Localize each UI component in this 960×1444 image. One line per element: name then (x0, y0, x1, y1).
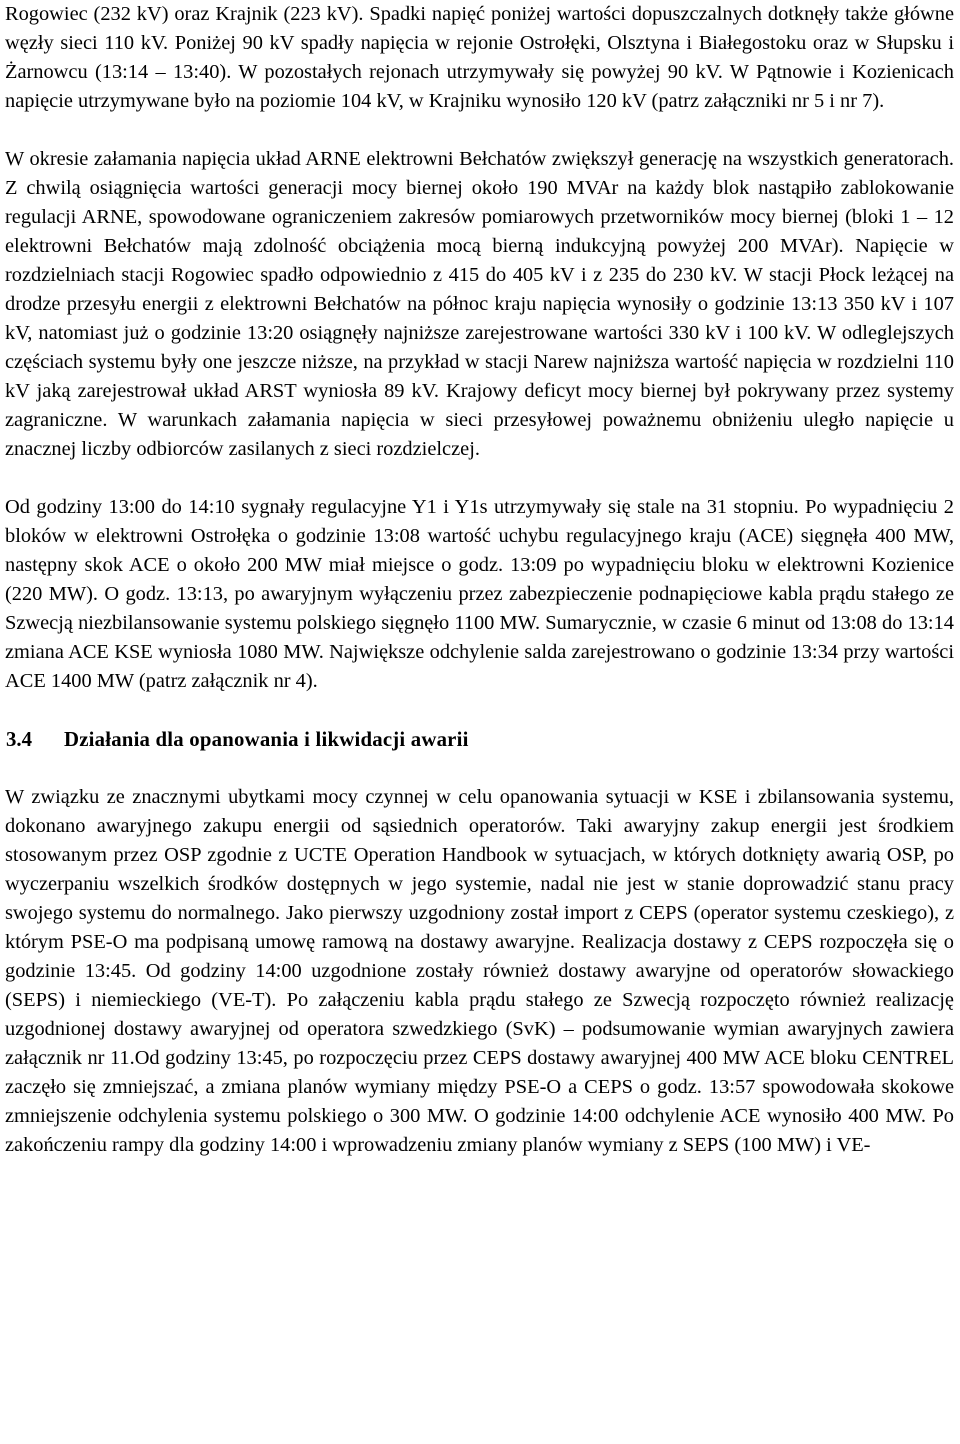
paragraph-gap (5, 696, 954, 725)
section-number: 3.4 (6, 728, 32, 751)
paragraph-arne-regulation: W okresie załamania napięcia układ ARNE elektrowni Bełchatów zwiększył generację na wszystkich generatorach. Z chwilą osiągnięcia wartości generacji mocy biernej około 190 MVAr na każdy blok nastąpiło zablokowanie regulacji ARNE, spowodowane ograniczeniem zakresów pomiarowych przetworników mocy biernej (bloki 1 – 12 elektrowni Bełchatów mają zdolność obciążenia mocą bierną indukcyjną powyżej 200 MVAr). Napięcie w rozdzielniach stacji Rogowiec spadło odpowiednio z 415 do 405 kV i z 235 do 230 kV. W stacji Płock leżącej na drodze przesyłu energii z elektrowni Bełchatów na północ kraju napięcia wynosiły o godzinie 13:13 350 kV i 107 kV, natomiast już o godzinie 13:20 osiągnęły najniższe zarejestrowane wartości 330 kV i 100 kV. W odleglejszych częściach systemu były one jeszcze niższe, na przykład w stacji Narew najniższa wartość napięcia w rozdzielni 110 kV jaką zarejestrował układ ARST wyniosła 89 kV. Krajowy deficyt mocy biernej był pokrywany przez systemy zagraniczne. W warunkach załamania napięcia w sieci przesyłowej poważnemu obniżeniu uległo napięcie u znacznej liczby odbiorców zasilanych z sieci rozdzielczej. (5, 148, 954, 460)
paragraph-voltage-drops: Rogowiec (232 kV) oraz Krajnik (223 kV). Spadki napięć poniżej wartości dopuszczalnych dotknęły także główne węzły sieci 110 kV. Poniżej 90 kV spadły napięcia w rejonie Ostrołęki, Olsztyna i Białegostoku oraz w Słupsku i Żarnowcu (13:14 – 13:40). W pozostałych rejonach utrzymywały się powyżej 90 kV. W Pątnowie i Kozienicach napięcie utrzymywane było na poziomie 104 kV, w Krajniku wynosiło 120 kV (patrz załączniki nr 5 i nr 7). (5, 3, 954, 112)
paragraph-gap (5, 464, 954, 493)
paragraph-regulation-signals: Od godziny 13:00 do 14:10 sygnały regulacyjne Y1 i Y1s utrzymywały się stale na 31 stopniu. Po wypadnięciu 2 bloków w elektrowni Ostrołęka o godzinie 13:08 wartość uchybu regulacyjnego kraju (ACE) sięgnęła 400 MW, następny skok ACE o około 200 MW miał miejsce o godz. 13:09 po wypadnięciu bloku w elektrowni Kozienice (220 MW). O godz. 13:13, po awaryjnym wyłączeniu przez zabezpieczenie podnapięciowe kabla prądu stałego ze Szwecją niezbilansowanie systemu polskiego sięgnęło 1100 MW. Sumarycznie, w czasie 6 minut od 13:08 do 13:14 zmiana ACE KSE wyniosła 1080 MW. Największe odchylenie salda zarejestrowano o godzinie 13:34 przy wartości ACE 1400 MW (patrz załącznik nr 4). (5, 496, 954, 692)
section-title: Działania dla opanowania i likwidacji awarii (64, 728, 469, 751)
paragraph-emergency-purchase: W związku ze znacznymi ubytkami mocy czynnej w celu opanowania sytuacji w KSE i zbilansowania systemu, dokonano awaryjnego zakupu energii od sąsiednich operatorów. Taki awaryjny zakup energii jest środkiem stosowanym przez OSP zgodnie z UCTE Operation Handbook w sytuacjach, w których dotknięty awarią OSP, po wyczerpaniu wszelkich środków dostępnych w jego systemie, nadal nie jest w stanie doprowadzić stanu pracy swojego systemu do normalnego. Jako pierwszy uzgodniony został import z CEPS (operator systemu czeskiego), z którym PSE-O ma podpisaną umowę ramową na dostawy awaryjne. Realizacja dostawy z CEPS rozpoczęła się o godzinie 13:45. Od godziny 14:00 uzgodnione zostały również dostawy awaryjne od operatorów słowackiego (SEPS) i niemieckiego (VE-T). Po załączeniu kabla prądu stałego ze Szwecją rozpoczęto również realizację uzgodnionej dostawy awaryjnej od operatora szwedzkiego (SvK) – podsumowanie wymian awaryjnych zawiera załącznik nr 11.Od godziny 13:45, po rozpoczęciu przez CEPS dostawy awaryjnej 400 MW ACE bloku CENTREL zaczęło się zmniejszać, a zmiana planów wymiany między PSE-O a CEPS o godz. 13:57 spowodowała skokowe zmniejszenie odchylenia systemu polskiego o 300 MW. O godzinie 14:00 odchylenie ACE wynosiło 400 MW. Po zakończeniu rampy dla godziny 14:00 i wprowadzeniu zmiany planów wymiany z SEPS (100 MW) i VE- (5, 786, 954, 1156)
paragraph-gap (5, 116, 954, 145)
paragraph-gap (5, 754, 954, 783)
document-page (5, 0, 954, 1160)
section-heading (5, 725, 954, 754)
